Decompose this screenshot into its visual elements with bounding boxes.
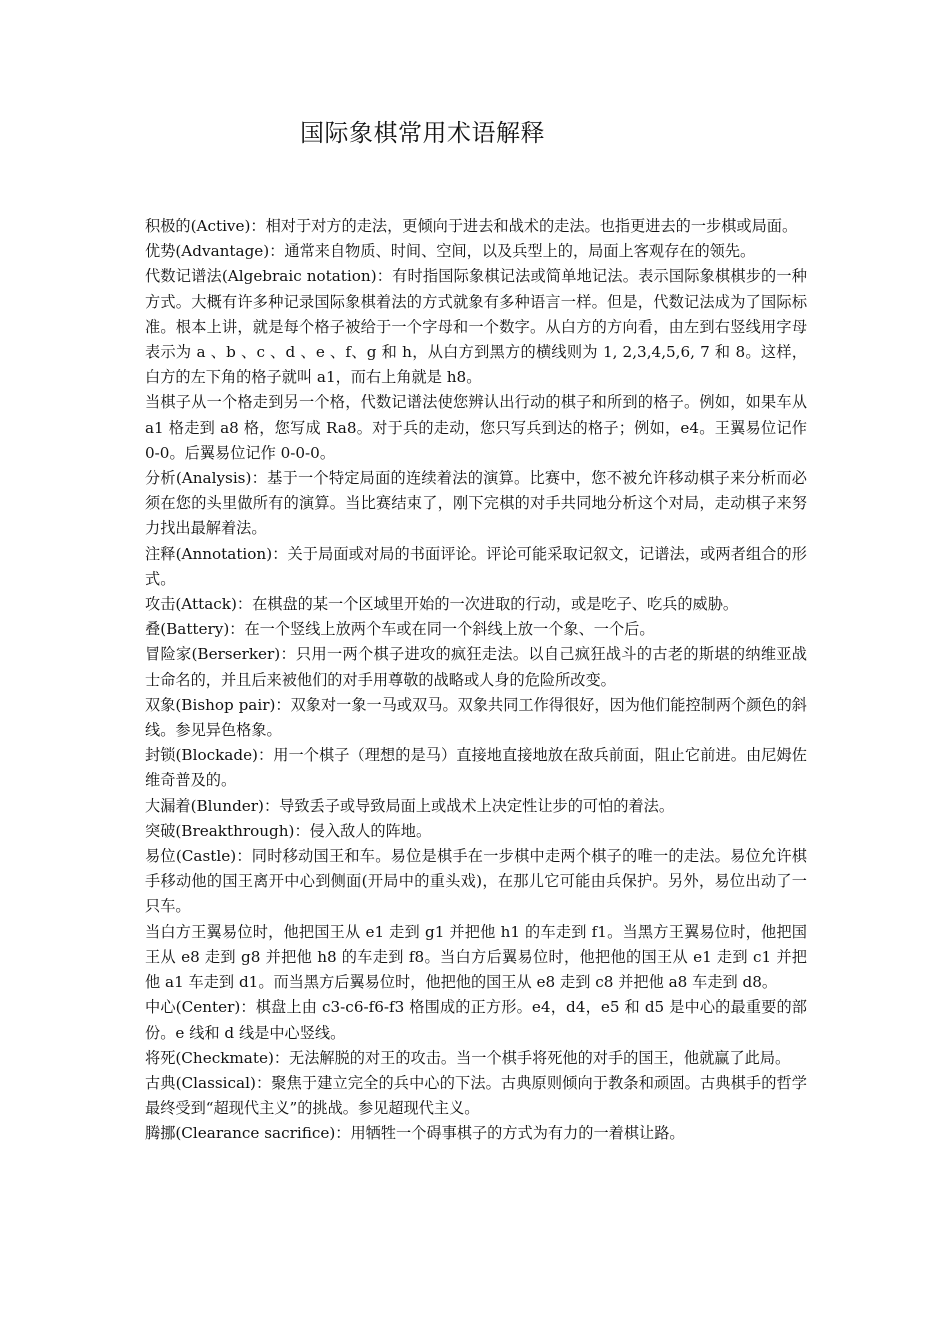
glossary-entry-center: 中心(Center)：棋盘上由 c3-c6-f6-f3 格围成的正方形。e4，d4，e5 和 d5 是中心的最重要的部份。e 线和 d 线是中心竖线。 xyxy=(145,998,807,1042)
glossary-entry-classical: 古典(Classical)：聚焦于建立完全的兵中心的下法。古典原则倾向于教条和顽固。古典棋手的哲学最终受到“超现代主义”的挑战。参见超现代主义。 xyxy=(145,1073,807,1118)
glossary-entry-checkmate: 将死(Checkmate)：无法解脱的对王的攻击。当一个棋手将死他的对手的国王，他就赢了此局。 xyxy=(145,1048,791,1067)
glossary-entry-analysis: 分析(Analysis)：基于一个特定局面的连续着法的演算。比赛中，您不被允许移动棋子来分析而必须在您的头里做所有的演算。当比赛结束了，刚下完棋的对手共同地分析这个对局，走动棋子来努力找出最解着法。 xyxy=(145,469,807,538)
page-title: 国际象棋常用术语解释 xyxy=(300,119,545,147)
glossary-entry-breakthrough: 突破(Breakthrough)：侵入敌人的阵地。 xyxy=(145,821,432,840)
glossary-entry-castle-continued: 当白方王翼易位时，他把国王从 e1 走到 g1 并把他 h1 的车走到 f1。当黑方王翼易位时，他把国王从 e8 走到 g8 并把他 h8 的车走到 f8。当白方后翼易位时，他把他的国王从 e1 走到 c1 并把他 a1 车走到 d1。而当黑方后翼易位时，他把他的国王从 e8 走到 c8 并把他 a8 车走到 d8。 xyxy=(145,922,807,992)
glossary-entry-algebraic-notation: 代数记谱法(Algebraic notation)：有时指国际象棋记法或简单地记法。表示国际象棋棋步的一种方式。大概有许多种记录国际象棋着法的方式就象有多种语言一样。但是，代数记法成为了国际标准。根本上讲，就是每个格子被给于一个字母和一个数字。从白方的方向看，由左到右竖线用字母表示为 a 、b 、c 、d 、e 、f、g 和 h，从白方到黑方的横线则为 1, 2,3,4,5,6, 7 和 8。这样，白方的左下角的格子就叫 a1，而右上角就是 h8。 xyxy=(145,267,807,387)
glossary-entry-blockade: 封锁(Blockade)：用一个棋子（理想的是马）直接地直接地放在敌兵前面，阻止它前进。由尼姆佐维奇普及的。 xyxy=(145,746,807,790)
glossary-entry-clearance-sacrifice: 腾挪(Clearance sacrifice)：用牺牲一个碍事棋子的方式为有力的一着棋让路。 xyxy=(145,1124,685,1143)
glossary-entry-advantage: 优势(Advantage)：通常来自物质、时间、空间，以及兵型上的，局面上客观存在的领先。 xyxy=(145,242,756,261)
glossary-entry-attack: 攻击(Attack)：在棋盘的某一个区域里开始的一次进取的行动，或是吃子、吃兵的威胁。 xyxy=(145,595,739,614)
glossary-entry-active: 积极的(Active)：相对于对方的走法，更倾向于进去和战术的走法。也指更进去的一步棋或局面。 xyxy=(145,217,798,235)
glossary-entry-bishop-pair: 双象(Bishop pair)：双象对一象一马或双马。双象共同工作得很好，因为他们能控制两个颜色的斜线。参见异色格象。 xyxy=(145,695,807,740)
glossary-entry-annotation: 注释(Annotation)：关于局面或对局的书面评论。评论可能采取记叙文，记谱法，或两者组合的形式。 xyxy=(145,544,807,588)
glossary-entry-battery: 叠(Battery)：在一个竖线上放两个车或在同一个斜线上放一个象、一个后。 xyxy=(145,620,655,639)
glossary-entry-blunder: 大漏着(Blunder)：导致丢子或导致局面上或战术上决定性让步的可怕的着法。 xyxy=(145,796,675,815)
glossary-entry-castle: 易位(Castle)：同时移动国王和车。易位是棋手在一步棋中走两个棋子的唯一的走法。易位允许棋手移动他的国王离开中心到侧面(开局中的重头戏)，在那儿它可能由兵保护。另外，易位出动了一只车。 xyxy=(145,847,807,916)
glossary-entry-berserker: 冒险家(Berserker)：只用一两个棋子进攻的疯狂走法。以自己疯狂战斗的古老的斯堪的纳维亚战士命名的，并且后来被他们的对手用尊敬的战略或人身的危险所改变。 xyxy=(145,645,807,689)
glossary-body xyxy=(145,214,807,1147)
glossary-entry-algebraic-notation-continued: 当棋子从一个格走到另一个格，代数记谱法使您辨认出行动的棋子和所到的格子。例如，如果车从 a1 格走到 a8 格，您写成 Ra8。对于兵的走动，您只写兵到达的格子；例如，e4。王翼易位记作 0-0。后翼易位记作 0-0-0。 xyxy=(145,393,807,462)
